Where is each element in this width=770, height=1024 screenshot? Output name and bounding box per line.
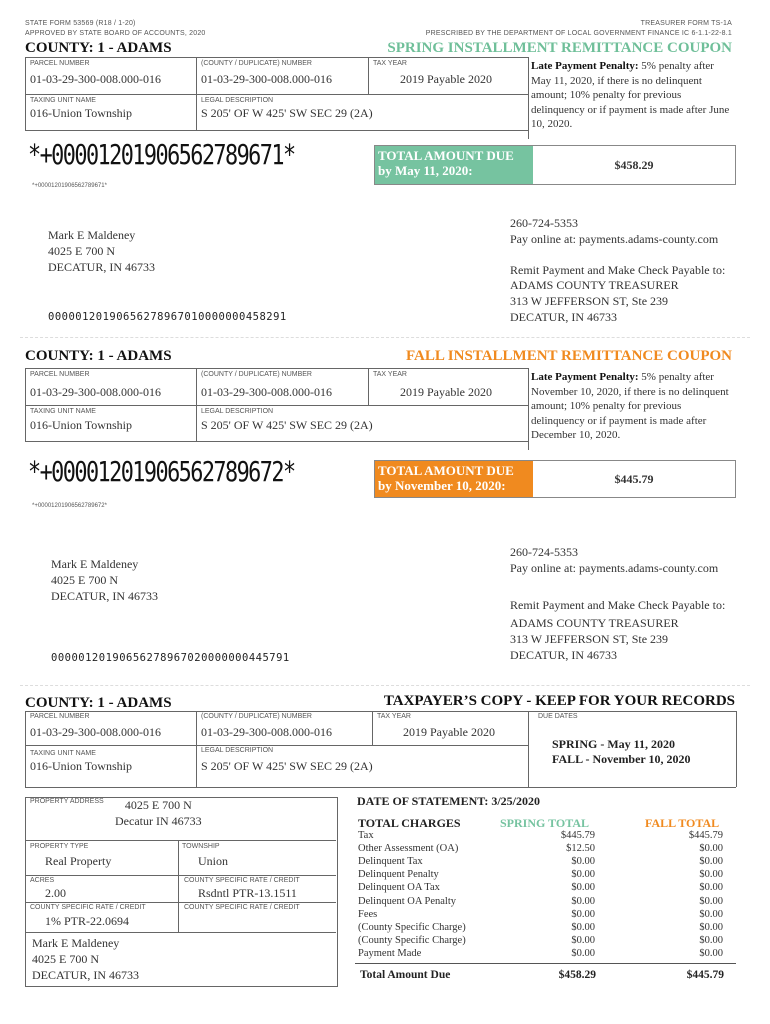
charge-label: Payment Made <box>358 947 422 959</box>
spring-charge-value: $0.00 <box>571 856 595 868</box>
parcel-number-copy: 01-03-29-300-008.000-016 <box>30 725 161 739</box>
parcel-number: 01-03-29-300-008.000-016 <box>30 72 161 86</box>
taxpayer-copy-title: TAXPAYER’S COPY - KEEP FOR YOUR RECORDS <box>383 693 735 709</box>
statement-date: DATE OF STATEMENT: 3/25/2020 <box>357 794 541 808</box>
county-heading-fall: COUNTY: 1 - ADAMS <box>25 348 172 364</box>
dup-number-label-fall: (COUNTY / DUPLICATE) NUMBER <box>201 371 312 378</box>
dup-number: 01-03-29-300-008.000-016 <box>201 72 332 86</box>
spring-amount-due-box <box>374 145 736 185</box>
spring-charge-value: $0.00 <box>571 934 595 946</box>
total-due-label: Total Amount Due <box>360 969 451 981</box>
spring-barcode: *+00001201906562789671* <box>28 138 295 171</box>
county-rate-2: 1% PTR-22.0694 <box>45 914 129 928</box>
taxing-unit-fall: 016-Union Township <box>30 418 132 432</box>
spring-total-header: SPRING TOTAL <box>500 816 590 830</box>
fall-barcode: *+00001201906562789672* <box>28 455 295 488</box>
fall-charge-value: $0.00 <box>699 843 723 855</box>
taxpayer-address-fall: Mark E Maldeney 4025 E 700 N DECATUR, IN 46733 <box>51 557 158 603</box>
spring-barcode-text: *+00001201906562789671* <box>32 183 107 189</box>
acres-label: ACRES <box>30 877 55 884</box>
taxpayer-address-copy: Mark E Maldeney 4025 E 700 N DECATUR, IN 46733 <box>32 936 139 982</box>
spring-coupon-title: SPRING INSTALLMENT REMITTANCE COUPON <box>387 40 732 56</box>
charge-label: Delinquent OA Penalty <box>358 895 456 907</box>
total-charges-header: TOTAL CHARGES <box>358 816 461 830</box>
taxing-unit-label-copy: TAXING UNIT NAME <box>30 750 96 757</box>
tax-year-label-copy: TAX YEAR <box>377 713 411 720</box>
county-rate-label-1: COUNTY SPECIFIC RATE / CREDIT <box>184 877 300 884</box>
legal-desc-label: LEGAL DESCRIPTION <box>201 97 274 104</box>
spring-total-due: $458.29 <box>558 969 596 981</box>
parcel-number-label-fall: PARCEL NUMBER <box>30 371 90 378</box>
fall-due-date: FALL - November 10, 2020 <box>552 752 691 766</box>
legal-desc-label-fall: LEGAL DESCRIPTION <box>201 408 274 415</box>
taxing-unit: 016-Union Township <box>30 106 132 120</box>
fall-charge-value: $0.00 <box>699 856 723 868</box>
spring-charge-value: $0.00 <box>571 947 595 959</box>
spring-due-label: TOTAL AMOUNT DUE by May 11, 2020: <box>375 146 533 184</box>
charge-label: Delinquent Tax <box>358 856 423 868</box>
tax-year: 2019 Payable 2020 <box>400 72 492 86</box>
spring-due-date: SPRING - May 11, 2020 <box>552 737 675 751</box>
spring-ocr-line: 000001201906562789670100000004582​91 <box>48 311 287 323</box>
property-address: 4025 E 700 N Decatur IN 46733 <box>115 798 202 828</box>
remit-text-spring: Remit Payment and Make Check Payable to: <box>510 263 726 277</box>
fall-charge-value: $0.00 <box>699 921 723 933</box>
legal-description: S 205' OF W 425' SW SEC 29 (2A) <box>201 106 373 120</box>
property-type-label: PROPERTY TYPE <box>30 843 89 850</box>
county-rate-1: Rsdntl PTR-13.1511 <box>198 886 297 900</box>
fall-ocr-line: 00000120190656278967020000000445791 <box>51 652 290 664</box>
fall-total-header: FALL TOTAL <box>645 816 720 830</box>
spring-charge-value: $445.79 <box>560 830 595 841</box>
perforation-line-2 <box>20 685 750 686</box>
legal-description-fall: S 205' OF W 425' SW SEC 29 (2A) <box>201 418 373 432</box>
fall-charge-value: $0.00 <box>699 947 723 959</box>
taxpayer-address-spring: Mark E Maldeney 4025 E 700 N DECATUR, IN 46733 <box>48 228 155 274</box>
treasurer-address-fall: ADAMS COUNTY TREASURER 313 W JEFFERSON ST, Ste 239 DECATUR, IN 46733 <box>510 616 679 662</box>
pay-online-spring: Pay online at: payments.adams-county.com <box>510 232 719 246</box>
parcel-number-label: PARCEL NUMBER <box>30 60 90 67</box>
fall-total-due: $445.79 <box>686 969 724 981</box>
charge-label: Delinquent Penalty <box>358 869 439 881</box>
township-label: TOWNSHIP <box>182 843 220 850</box>
charge-label: (County Specific Charge) <box>358 921 466 933</box>
tax-year-fall: 2019 Payable 2020 <box>400 385 492 399</box>
fall-due-label: TOTAL AMOUNT DUE by November 10, 2020: <box>375 461 533 497</box>
charge-label: Delinquent OA Tax <box>358 882 440 894</box>
prescribed-text: PRESCRIBED BY THE DEPARTMENT OF LOCAL GOVERNMENT FINANCE IC 6-1.1-22-8.1 <box>425 30 732 37</box>
county-heading: COUNTY: 1 - ADAMS <box>25 40 172 56</box>
dup-number-copy: 01-03-29-300-008.000-016 <box>201 725 332 739</box>
township: Union <box>198 854 228 868</box>
spring-charge-value: $12.50 <box>566 843 595 855</box>
legal-description-copy: S 205' OF W 425' SW SEC 29 (2A) <box>201 759 373 773</box>
spring-charge-value: $0.00 <box>571 908 595 920</box>
form-id: STATE FORM 53569 (R18 / 1-20) <box>25 20 136 27</box>
dup-number-fall: 01-03-29-300-008.000-016 <box>201 385 332 399</box>
fall-charge-value: $0.00 <box>699 934 723 946</box>
treasurer-address-spring: ADAMS COUNTY TREASURER 313 W JEFFERSON ST, Ste 239 DECATUR, IN 46733 <box>510 278 679 324</box>
spring-charge-value: $0.00 <box>571 895 595 907</box>
county-rate-label-3: COUNTY SPECIFIC RATE / CREDIT <box>184 904 300 911</box>
acres: 2.00 <box>45 886 66 900</box>
taxing-unit-copy: 016-Union Township <box>30 759 132 773</box>
fall-barcode-text: *+00001201906562789672* <box>32 503 107 509</box>
fall-charge-value: $0.00 <box>699 908 723 920</box>
spring-due-amount: $458.29 <box>614 157 654 172</box>
fall-charge-value: $445.79 <box>688 830 723 841</box>
parcel-number-label-copy: PARCEL NUMBER <box>30 713 90 720</box>
parcel-number-fall: 01-03-29-300-008.000-016 <box>30 385 161 399</box>
charge-label: (County Specific Charge) <box>358 934 466 946</box>
due-dates-label: DUE DATES <box>538 713 578 720</box>
spring-charge-value: $0.00 <box>571 882 595 894</box>
remit-text-fall: Remit Payment and Make Check Payable to: <box>510 598 726 612</box>
fall-charge-value: $0.00 <box>699 895 723 907</box>
county-rate-label-2: COUNTY SPECIFIC RATE / CREDIT <box>30 904 146 911</box>
charge-label: Fees <box>358 908 378 920</box>
legal-desc-label-copy: LEGAL DESCRIPTION <box>201 747 274 754</box>
taxing-unit-label: TAXING UNIT NAME <box>30 97 96 104</box>
fall-penalty: Late Payment Penalty: 5% penalty after November 10, 2020, if there is no delinquent amount; 10% penalty for previous delinquency or if payment is made after December 10, 2020. <box>531 371 729 441</box>
treasurer-phone-spring: 260-724-5353 <box>510 216 578 230</box>
tax-year-copy: 2019 Payable 2020 <box>403 725 495 739</box>
fall-charge-value: $0.00 <box>699 882 723 894</box>
spring-charge-value: $0.00 <box>571 869 595 881</box>
tax-year-label: TAX YEAR <box>373 60 407 67</box>
dup-number-label: (COUNTY / DUPLICATE) NUMBER <box>201 60 312 67</box>
property-address-label: PROPERTY ADDRESS <box>30 798 104 805</box>
property-type: Real Property <box>45 854 112 868</box>
fall-charge-value: $0.00 <box>699 869 723 881</box>
treasurer-phone-fall: 260-724-5353 <box>510 545 578 559</box>
dup-number-label-copy: (COUNTY / DUPLICATE) NUMBER <box>201 713 312 720</box>
spring-charge-value: $0.00 <box>571 921 595 933</box>
fall-due-amount: $445.79 <box>614 471 654 486</box>
spring-penalty: Late Payment Penalty: 5% penalty after May 11, 2020, if there is no delinquent amount; 10% penalty for previous delinquency or if payment is made after June 10, 2020. <box>531 60 730 130</box>
charge-label: Other Assessment (OA) <box>358 843 459 855</box>
approved-text: APPROVED BY STATE BOARD OF ACCOUNTS, 2020 <box>25 30 206 37</box>
perforation-line <box>20 337 750 338</box>
pay-online-fall: Pay online at: payments.adams-county.com <box>510 561 719 575</box>
county-heading-copy: COUNTY: 1 - ADAMS <box>25 695 172 711</box>
fall-amount-due-box <box>374 460 736 498</box>
fall-coupon-title: FALL INSTALLMENT REMITTANCE COUPON <box>405 348 732 364</box>
tax-year-label-fall: TAX YEAR <box>373 371 407 378</box>
taxing-unit-label-fall: TAXING UNIT NAME <box>30 408 96 415</box>
charge-label: Tax <box>358 830 374 841</box>
treasurer-form: TREASURER FORM TS-1A <box>640 20 732 27</box>
